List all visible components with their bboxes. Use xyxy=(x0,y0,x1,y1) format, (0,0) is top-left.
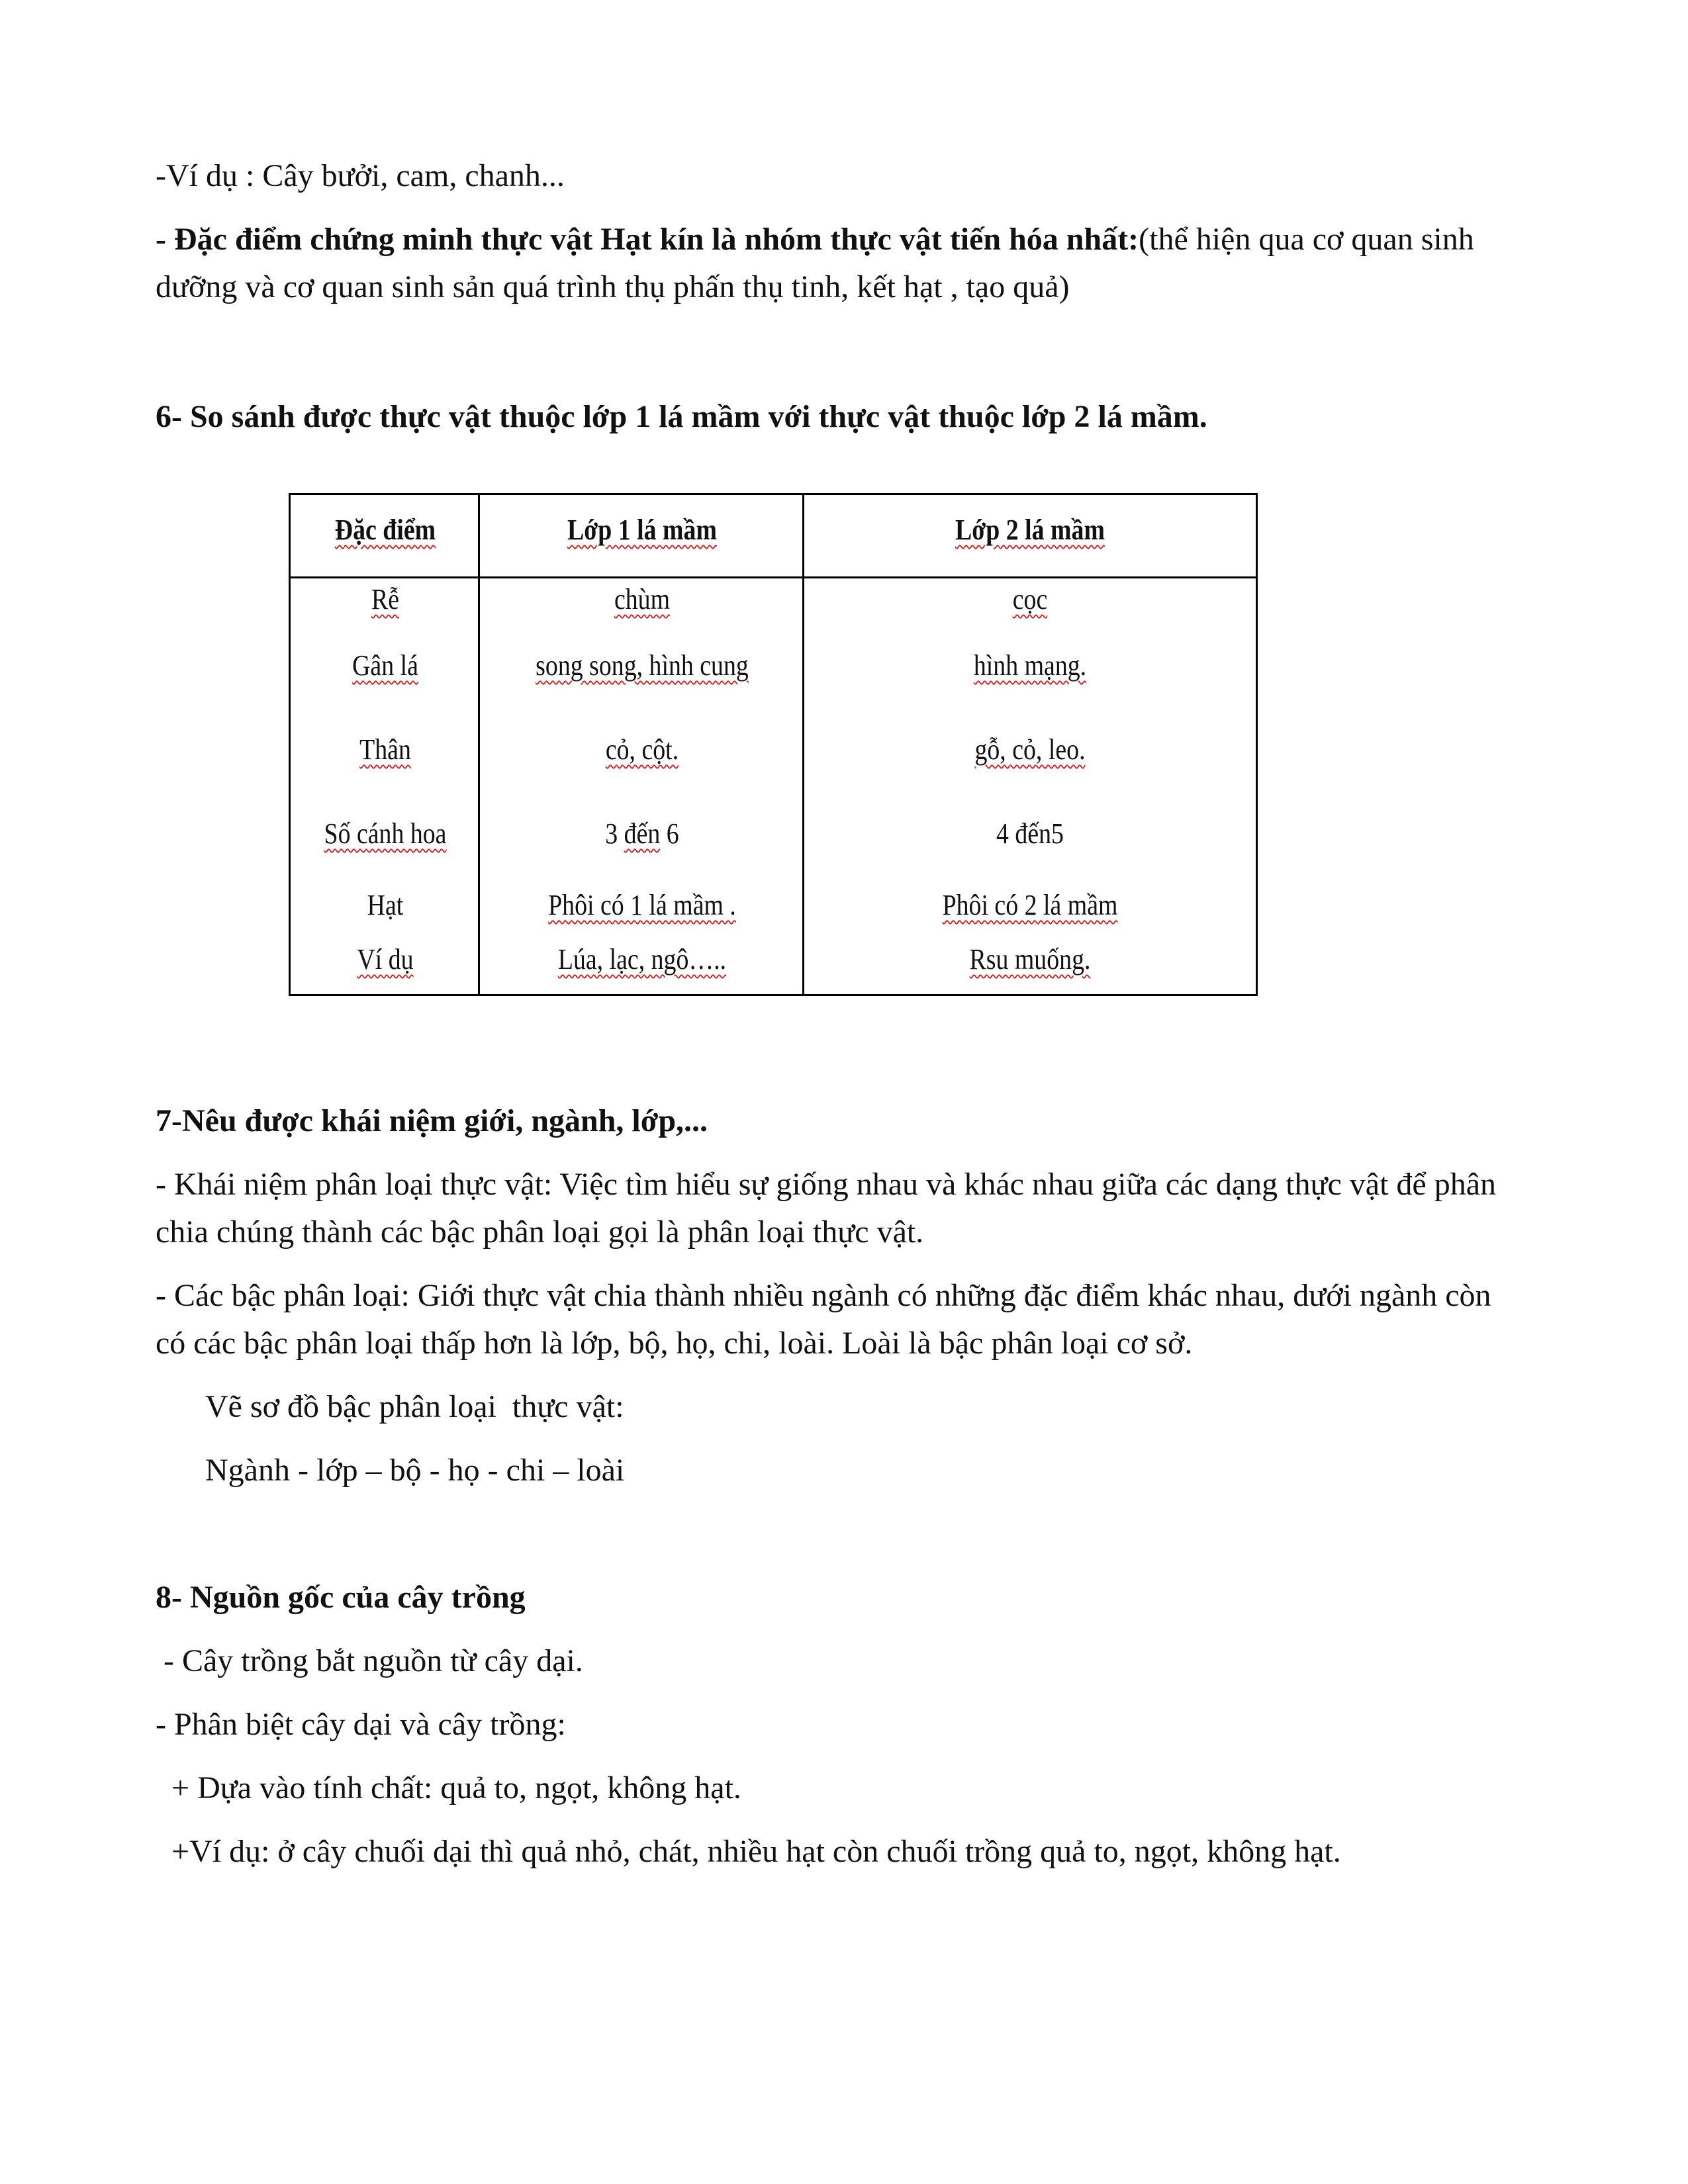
table-cell: cọc xyxy=(1012,583,1048,615)
property-line: + Dựa vào tính chất: quả to, ngọt, không hạt. xyxy=(156,1770,741,1805)
table-cell: Hạt xyxy=(367,889,404,921)
table-cell: chùm xyxy=(614,583,671,615)
table-cell: 3 đến 6 xyxy=(605,817,679,850)
table-cell: song song, hình cung xyxy=(536,649,749,682)
table-cell: Phôi có 1 lá mầm . xyxy=(548,889,736,921)
table-cell: hình mạng. xyxy=(973,649,1087,682)
diagram-label: Vẽ sơ đồ bậc phân loại thực vật: xyxy=(205,1389,624,1424)
origin-line: - Cây trồng bắt nguồn từ cây dại. xyxy=(156,1643,583,1678)
feature-paragraph xyxy=(156,216,1526,311)
table-cell: Phôi có 2 lá mầm xyxy=(942,889,1118,921)
taxonomy-diagram: Ngành - lớp – bộ - họ - chi – loài xyxy=(205,1453,625,1488)
table-cell: Thân xyxy=(359,733,411,766)
section-7-heading: 7-Nêu được khái niệm giới, ngành, lớp,... xyxy=(156,1103,708,1138)
classification-ranks: - Các bậc phân loại: Giới thực vật chia thành nhiều ngành có những đặc điểm khác nhau, dưới ngành còn có các bậc phân loại thấp hơn là lớp, bộ, họ, chi, loài. Loài là bậc phân loại cơ sở. xyxy=(156,1278,1491,1361)
feature-rest-text: (thể hiện qua cơ quan sinh dưỡng và cơ quan sinh sản quá trình thụ phấn thụ tinh, kết hạt , tạo quả) xyxy=(156,222,1474,304)
table-cell: cỏ, cột. xyxy=(605,733,679,766)
table-header-feature: Đặc điểm xyxy=(334,514,436,546)
table-cell: Ví dụ xyxy=(357,943,414,976)
table-header-monocot: Lớp 1 lá mầm xyxy=(567,514,717,546)
table-cell: gỗ, cỏ, leo. xyxy=(974,733,1086,766)
table-cell: Số cánh hoa xyxy=(324,817,447,850)
table-cell: 4 đến5 xyxy=(996,817,1064,850)
banana-example-line: +Ví dụ: ở cây chuối dại thì quả nhỏ, chát, nhiều hạt còn chuối trồng quả to, ngọt, không hạt. xyxy=(156,1834,1341,1869)
feature-bold-text: - Đặc điểm chứng minh thực vật Hạt kín là nhóm thực vật tiến hóa nhất: xyxy=(156,222,1139,257)
section-6-heading: 6- So sánh được thực vật thuộc lớp 1 lá mầm với thực vật thuộc lớp 2 lá mầm. xyxy=(156,399,1207,434)
table-cell: Rsu muống. xyxy=(969,943,1091,976)
table-cell: Lúa, lạc, ngô….. xyxy=(557,943,727,976)
distinguish-line: - Phân biệt cây dại và cây trồng: xyxy=(156,1707,566,1742)
table-header-dicot: Lớp 2 lá mầm xyxy=(955,514,1105,546)
table-cell: Gân lá xyxy=(352,649,418,682)
classification-concept: - Khái niệm phân loại thực vật: Việc tìm hiểu sự giống nhau và khác nhau giữa các dạng thực vật để phân chia chúng thành các bậc phân loại gọi là phân loại thực vật. xyxy=(156,1167,1497,1250)
comparison-table xyxy=(289,493,1258,996)
table-cell: Rễ xyxy=(371,583,400,615)
section-8-heading: 8- Nguồn gốc của cây trồng xyxy=(156,1580,526,1615)
example-line: -Ví dụ : Cây bưởi, cam, chanh... xyxy=(156,158,565,193)
